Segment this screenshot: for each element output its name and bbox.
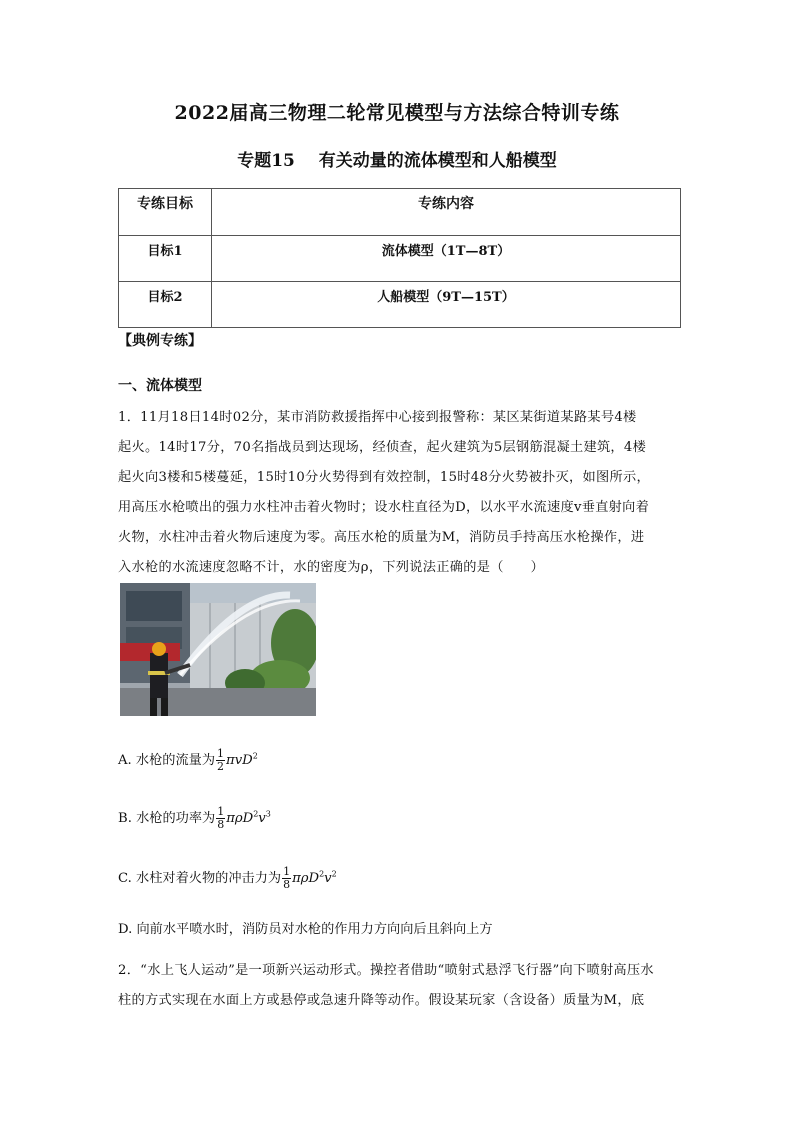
text-line: 起火向3楼和5楼蔓延，15时10分火势得到有效控制，15时48分火势被扑灭，如图所示， [118, 470, 650, 485]
part-heading: 一、流体模型 [118, 378, 202, 394]
content-cell: 流体模型（1T—8T） [212, 236, 681, 282]
text-line: 2．“水上飞人运动”是一项新兴运动形式。操控者借助“喷射式悬浮飞行器”向下喷射高压水 [118, 963, 654, 978]
text-line: 1．11月18日14时02分，某市消防救援指挥中心接到报警称：某区某街道某路某号4楼 [118, 410, 637, 425]
option-b-prefix: B. 水枪的功率为 [118, 811, 216, 826]
text-line: 起火。14时17分，70名指战员到达现场，经侦查，起火建筑为5层钢筋混凝土建筑，4楼 [118, 440, 647, 455]
text-line: 用高压水枪喷出的强力水柱冲击着火物时；设水柱直径为D，以水平水流速度v垂直射向着 [118, 500, 650, 515]
fraction: $\frac{1}{2}$ [217, 747, 225, 773]
option-d: D. 向前水平喷水时，消防员对水枪的作用力方向向后且斜向上方 [118, 922, 493, 937]
table-header-row [119, 189, 681, 236]
goal-cell: 目标1 [119, 236, 212, 282]
page-title: 2022届高三物理二轮常见模型与方法综合特训专练 [174, 102, 620, 124]
content-cell: 人船模型（9T—15T） [212, 282, 681, 328]
question-1-text [118, 403, 678, 583]
option-c-prefix: C. 水柱对着火物的冲击力为 [118, 871, 282, 886]
question-2-text [118, 956, 678, 1016]
table-row [119, 282, 681, 328]
fraction: $\frac{1}{8}$ [217, 805, 225, 831]
text-line: 火物，水柱冲击着火物后速度为零。高压水枪的质量为M，消防员手持高压水枪操作，进 [118, 530, 645, 545]
fraction: $\frac{1}{8}$ [283, 865, 291, 891]
option-a-prefix: A. 水枪的流量为 [118, 753, 216, 768]
goal-cell: 目标2 [119, 282, 212, 328]
page-subtitle: 专题15 有关动量的流体模型和人船模型 [237, 151, 557, 171]
section-heading: 【典例专练】 [118, 333, 202, 349]
table-row [119, 236, 681, 282]
column-header-content: 专练内容 [212, 189, 681, 236]
text-line: 入水枪的水流速度忽略不计，水的密度为ρ，下列说法正确的是（ ） [118, 560, 545, 575]
option-a: A. 水枪的流量为 $\frac{1}{2}$ πvD$^2$ [118, 747, 258, 773]
option-b: B. 水枪的功率为 $\frac{1}{8}$ $\pi\rho D^2v^3$ [118, 805, 271, 831]
text-line: 柱的方式实现在水面上方或悬停或急速升降等动作。假设某玩家（含设备）质量为M，底 [118, 993, 645, 1008]
firefighter-photo [120, 583, 316, 716]
goals-table [118, 188, 681, 328]
option-c: C. 水柱对着火物的冲击力为 $\frac{1}{8}$ $\pi\rho D^2v^2$ [118, 865, 337, 891]
column-header-goal: 专练目标 [119, 189, 212, 236]
